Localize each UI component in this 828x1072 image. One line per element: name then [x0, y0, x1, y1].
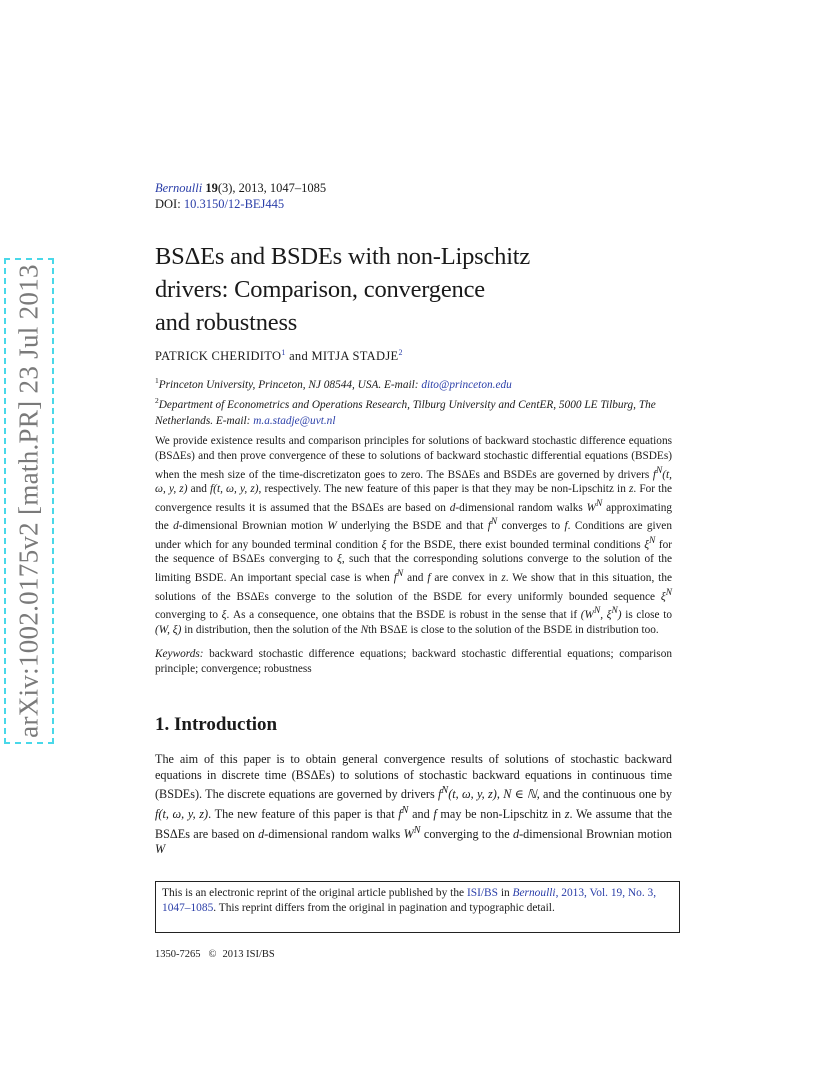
keywords-label: Keywords:	[155, 648, 204, 661]
email-link[interactable]: dito@princeton.edu	[421, 378, 512, 391]
doi-link[interactable]: 10.3150/12-BEJ445	[183, 197, 285, 211]
paper-title: BSΔEs and BSDEs with non-Lipschitz drivers: Comparison, convergence and robustness	[155, 243, 531, 336]
author-name: PATRICK CHERIDITO	[155, 349, 282, 364]
section-heading: 1. Introduction	[155, 714, 278, 735]
journal-issue-pages: (3), 2013, 1047–1085	[217, 181, 327, 195]
issn: 1350-7265	[155, 949, 201, 960]
abstract	[155, 434, 672, 677]
email-link[interactable]: m.a.stadje@uvt.nl	[253, 414, 336, 427]
journal-citation	[155, 180, 326, 212]
author-conjunction: and	[289, 349, 309, 364]
reprint-notice: This is an electronic reprint of the original article published by the ISI/BS in Bernoulli, 2013, Vol. 19, No. 3, 1047–1085. This reprint differs from the original in pagination and typographic detail.	[155, 881, 680, 933]
copyright-holder: 2013 ISI/BS	[222, 949, 275, 960]
journal-link[interactable]: Bernoulli, 2013, Vol. 19, No. 3, 1047–1085	[162, 887, 657, 914]
copyright-line	[155, 949, 275, 960]
author-name: MITJA STADJE	[311, 349, 399, 364]
publisher-link[interactable]: ISI/BS	[466, 887, 498, 899]
journal-volume: 19	[205, 181, 218, 195]
affiliation-1: $^1$Princeton University, Princeton, NJ 08544, USA. E-mail: dito@princeton.edu	[155, 376, 512, 391]
doi-label: DOI:	[155, 197, 181, 211]
copyright-icon: ©	[208, 949, 217, 960]
author-list	[155, 348, 403, 364]
affiliation-mark: 1	[281, 348, 286, 357]
keywords	[155, 647, 672, 677]
abstract-text: We provide existence results and comparison principles for solutions of backward stochastic difference equations (BSΔEs) and then prove convergence of these to solutions of backward stochastic differential equations (BSDEs) when the mesh size of the time-discretizaton goes to zero. The BSΔEs and BSDEs are governed by drivers $f^N(t$, ω, y, z) and f(t, ω, y, z), respectively. The new feature of this paper is that they may be non-Lipschitz in z. For the convergence results it is assumed that the BSΔEs are based on d-dimensional random walks $W^N$ approximating the d-dimensional Brownian motion W underlying the BSDE and that $f^N$ converges to f. Conditions are given under which for any bounded terminal condition ξ for the BSDE, there exist bounded terminal conditions $\xi^N$ for the sequence of BSΔEs converging to ξ, such that the corresponding solutions converge to the solution of the limiting BSDE. An important special case is when $f^N$ and f are convex in z. We show that in this situation, the solutions of the BSΔEs converge to the solution of the BSDE for every uniformly bounded sequence $\xi^N$ converging to ξ. As a consequence, one obtains that the BSDE is robust in the sense that if ($W^N$, $\xi^N$) is close to (W, ξ) in distribution, then the solution of the Nth BSΔE is close to the solution of the BSDE in distribution too.	[155, 435, 673, 636]
journal-name-link[interactable]: Bernoulli	[155, 181, 203, 195]
keywords-list: backward stochastic difference equations; backward stochastic differential equations; comparison principle; convergence; robustness	[155, 648, 672, 676]
arxiv-watermark	[4, 258, 54, 744]
intro-paragraph: The aim of this paper is to obtain general convergence results of solutions of stochastic backward equations in discrete time (BSΔEs) to solutions of stochastic backward equations in continuous time (BSDEs). The discrete equations are governed by drivers $f^N(t$, ω, y, z), N ∈ ℕ, and the continuous one by f(t, ω, y, z). The new feature of this paper is that $f^N$ and f may be non-Lipschitz in z. We assume that the BSΔEs are based on d-dimensional random walks $W^N$ converging to the d-dimensional Brownian motion W	[155, 752, 673, 857]
affiliation-2: $^2$Department of Econometrics and Operations Research, Tilburg University and CentER, 5000 LE Tilburg, The Netherlands. E-mail: m.a.stadje@uvt.nl	[155, 396, 656, 427]
arxiv-id: arXiv:1002.0175v2 [math.PR] 23 Jul 2013	[13, 264, 44, 738]
affiliations	[155, 373, 675, 429]
intro-body	[155, 752, 672, 858]
affiliation-mark: 2	[398, 348, 403, 357]
